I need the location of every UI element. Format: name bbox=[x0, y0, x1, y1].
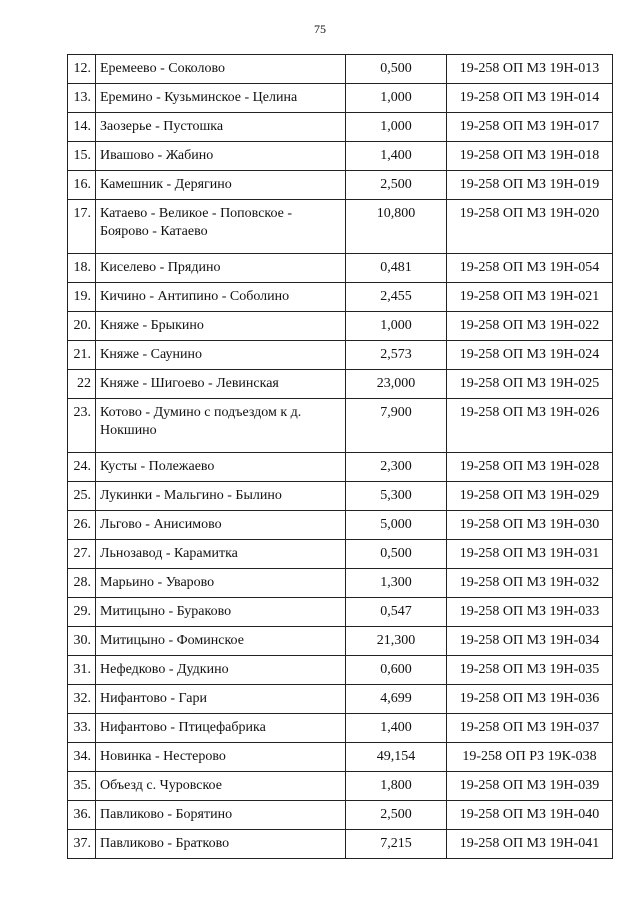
road-code-cell: 19-258 ОП МЗ 19Н-033 bbox=[447, 598, 613, 627]
table-row bbox=[68, 453, 613, 482]
road-length-cell: 0,547 bbox=[346, 598, 447, 627]
table-row bbox=[68, 341, 613, 370]
table-row bbox=[68, 656, 613, 685]
road-name-cell: Княже - Брыкино bbox=[96, 312, 346, 341]
road-length-cell: 1,300 bbox=[346, 569, 447, 598]
road-name-cell: Ивашово - Жабино bbox=[96, 142, 346, 171]
road-name-cell: Митицыно - Фоминское bbox=[96, 627, 346, 656]
road-length-cell: 10,800 bbox=[346, 200, 447, 254]
table-row bbox=[68, 200, 613, 254]
row-number-cell: 32. bbox=[68, 685, 96, 714]
road-code-cell: 19-258 ОП МЗ 19Н-018 bbox=[447, 142, 613, 171]
row-number-cell: 14. bbox=[68, 113, 96, 142]
road-length-cell: 7,900 bbox=[346, 399, 447, 453]
row-number-cell: 33. bbox=[68, 714, 96, 743]
road-code-cell: 19-258 ОП МЗ 19Н-040 bbox=[447, 801, 613, 830]
row-number-cell: 29. bbox=[68, 598, 96, 627]
row-number-cell: 26. bbox=[68, 511, 96, 540]
row-number-cell: 27. bbox=[68, 540, 96, 569]
road-name-cell: Нефедково - Дудкино bbox=[96, 656, 346, 685]
row-number-cell: 13. bbox=[68, 84, 96, 113]
row-number-cell: 19. bbox=[68, 283, 96, 312]
table-row bbox=[68, 540, 613, 569]
road-code-cell: 19-258 ОП МЗ 19Н-032 bbox=[447, 569, 613, 598]
road-name-cell: Новинка - Нестерово bbox=[96, 743, 346, 772]
table-row bbox=[68, 399, 613, 453]
road-name-cell: Митицыно - Бураково bbox=[96, 598, 346, 627]
table-row bbox=[68, 598, 613, 627]
table-row bbox=[68, 142, 613, 171]
road-code-cell: 19-258 ОП МЗ 19Н-029 bbox=[447, 482, 613, 511]
table-row bbox=[68, 283, 613, 312]
road-name-cell: Катаево - Великое - Поповское - Боярово - Катаево bbox=[96, 200, 346, 254]
road-code-cell: 19-258 ОП МЗ 19Н-039 bbox=[447, 772, 613, 801]
road-length-cell: 1,000 bbox=[346, 84, 447, 113]
table-row bbox=[68, 171, 613, 200]
road-name-cell: Объезд с. Чуровское bbox=[96, 772, 346, 801]
road-code-cell: 19-258 ОП МЗ 19Н-036 bbox=[447, 685, 613, 714]
row-number-cell: 30. bbox=[68, 627, 96, 656]
road-name-cell: Заозерье - Пустошка bbox=[96, 113, 346, 142]
road-name-cell: Льнозавод - Карамитка bbox=[96, 540, 346, 569]
road-length-cell: 49,154 bbox=[346, 743, 447, 772]
road-length-cell: 0,500 bbox=[346, 540, 447, 569]
road-length-cell: 1,400 bbox=[346, 714, 447, 743]
row-number-cell: 20. bbox=[68, 312, 96, 341]
road-code-cell: 19-258 ОП МЗ 19Н-037 bbox=[447, 714, 613, 743]
row-number-cell: 17. bbox=[68, 200, 96, 254]
road-name-cell: Павликово - Братково bbox=[96, 830, 346, 859]
road-length-cell: 0,500 bbox=[346, 55, 447, 84]
road-length-cell: 2,500 bbox=[346, 801, 447, 830]
road-code-cell: 19-258 ОП МЗ 19Н-034 bbox=[447, 627, 613, 656]
table-row bbox=[68, 113, 613, 142]
road-code-cell: 19-258 ОП МЗ 19Н-021 bbox=[447, 283, 613, 312]
roads-table bbox=[67, 54, 613, 859]
road-code-cell: 19-258 ОП МЗ 19Н-025 bbox=[447, 370, 613, 399]
table-row bbox=[68, 743, 613, 772]
road-length-cell: 4,699 bbox=[346, 685, 447, 714]
table-row bbox=[68, 511, 613, 540]
row-number-cell: 36. bbox=[68, 801, 96, 830]
table-row bbox=[68, 254, 613, 283]
table-row bbox=[68, 482, 613, 511]
row-number-cell: 16. bbox=[68, 171, 96, 200]
table-row bbox=[68, 312, 613, 341]
row-number-cell: 23. bbox=[68, 399, 96, 453]
road-code-cell: 19-258 ОП МЗ 19Н-028 bbox=[447, 453, 613, 482]
row-number-cell: 28. bbox=[68, 569, 96, 598]
row-number-cell: 21. bbox=[68, 341, 96, 370]
road-length-cell: 2,573 bbox=[346, 341, 447, 370]
road-length-cell: 2,500 bbox=[346, 171, 447, 200]
road-code-cell: 19-258 ОП МЗ 19Н-041 bbox=[447, 830, 613, 859]
road-name-cell: Камешник - Дерягино bbox=[96, 171, 346, 200]
page-number: 75 bbox=[314, 22, 326, 36]
table-row bbox=[68, 55, 613, 84]
road-length-cell: 1,000 bbox=[346, 113, 447, 142]
table-row bbox=[68, 801, 613, 830]
road-name-cell: Марьино - Уварово bbox=[96, 569, 346, 598]
road-name-cell: Котово - Думино с подъездом к д. Нокшино bbox=[96, 399, 346, 453]
road-length-cell: 1,400 bbox=[346, 142, 447, 171]
row-number-cell: 22 bbox=[68, 370, 96, 399]
table-row bbox=[68, 627, 613, 656]
row-number-cell: 35. bbox=[68, 772, 96, 801]
road-length-cell: 5,300 bbox=[346, 482, 447, 511]
road-length-cell: 5,000 bbox=[346, 511, 447, 540]
road-code-cell: 19-258 ОП РЗ 19К-038 bbox=[447, 743, 613, 772]
road-code-cell: 19-258 ОП МЗ 19Н-054 bbox=[447, 254, 613, 283]
road-name-cell: Нифантово - Птицефабрика bbox=[96, 714, 346, 743]
road-code-cell: 19-258 ОП МЗ 19Н-022 bbox=[447, 312, 613, 341]
road-length-cell: 0,481 bbox=[346, 254, 447, 283]
road-code-cell: 19-258 ОП МЗ 19Н-019 bbox=[447, 171, 613, 200]
row-number-cell: 31. bbox=[68, 656, 96, 685]
road-name-cell: Еремино - Кузьминское - Целина bbox=[96, 84, 346, 113]
road-name-cell: Киселево - Прядино bbox=[96, 254, 346, 283]
roads-table-body bbox=[68, 55, 613, 859]
road-length-cell: 0,600 bbox=[346, 656, 447, 685]
road-name-cell: Еремеево - Соколово bbox=[96, 55, 346, 84]
road-name-cell: Кичино - Антипино - Соболино bbox=[96, 283, 346, 312]
road-code-cell: 19-258 ОП МЗ 19Н-017 bbox=[447, 113, 613, 142]
road-code-cell: 19-258 ОП МЗ 19Н-013 bbox=[447, 55, 613, 84]
road-name-cell: Кусты - Полежаево bbox=[96, 453, 346, 482]
road-length-cell: 23,000 bbox=[346, 370, 447, 399]
table-row bbox=[68, 685, 613, 714]
road-length-cell: 2,300 bbox=[346, 453, 447, 482]
row-number-cell: 12. bbox=[68, 55, 96, 84]
road-code-cell: 19-258 ОП МЗ 19Н-026 bbox=[447, 399, 613, 453]
road-code-cell: 19-258 ОП МЗ 19Н-024 bbox=[447, 341, 613, 370]
road-code-cell: 19-258 ОП МЗ 19Н-030 bbox=[447, 511, 613, 540]
road-name-cell: Княже - Саунино bbox=[96, 341, 346, 370]
road-name-cell: Льгово - Анисимово bbox=[96, 511, 346, 540]
road-name-cell: Лукинки - Мальгино - Былино bbox=[96, 482, 346, 511]
row-number-cell: 18. bbox=[68, 254, 96, 283]
road-length-cell: 7,215 bbox=[346, 830, 447, 859]
table-row bbox=[68, 830, 613, 859]
table-row bbox=[68, 84, 613, 113]
table-row bbox=[68, 370, 613, 399]
table-row bbox=[68, 714, 613, 743]
row-number-cell: 15. bbox=[68, 142, 96, 171]
table-row bbox=[68, 772, 613, 801]
road-code-cell: 19-258 ОП МЗ 19Н-035 bbox=[447, 656, 613, 685]
road-name-cell: Княже - Шигоево - Левинская bbox=[96, 370, 346, 399]
road-code-cell: 19-258 ОП МЗ 19Н-020 bbox=[447, 200, 613, 254]
road-length-cell: 2,455 bbox=[346, 283, 447, 312]
row-number-cell: 34. bbox=[68, 743, 96, 772]
road-name-cell: Павликово - Борятино bbox=[96, 801, 346, 830]
road-code-cell: 19-258 ОП МЗ 19Н-014 bbox=[447, 84, 613, 113]
row-number-cell: 24. bbox=[68, 453, 96, 482]
table-row bbox=[68, 569, 613, 598]
road-length-cell: 1,800 bbox=[346, 772, 447, 801]
row-number-cell: 25. bbox=[68, 482, 96, 511]
road-code-cell: 19-258 ОП МЗ 19Н-031 bbox=[447, 540, 613, 569]
road-name-cell: Нифантово - Гари bbox=[96, 685, 346, 714]
road-length-cell: 1,000 bbox=[346, 312, 447, 341]
row-number-cell: 37. bbox=[68, 830, 96, 859]
road-length-cell: 21,300 bbox=[346, 627, 447, 656]
